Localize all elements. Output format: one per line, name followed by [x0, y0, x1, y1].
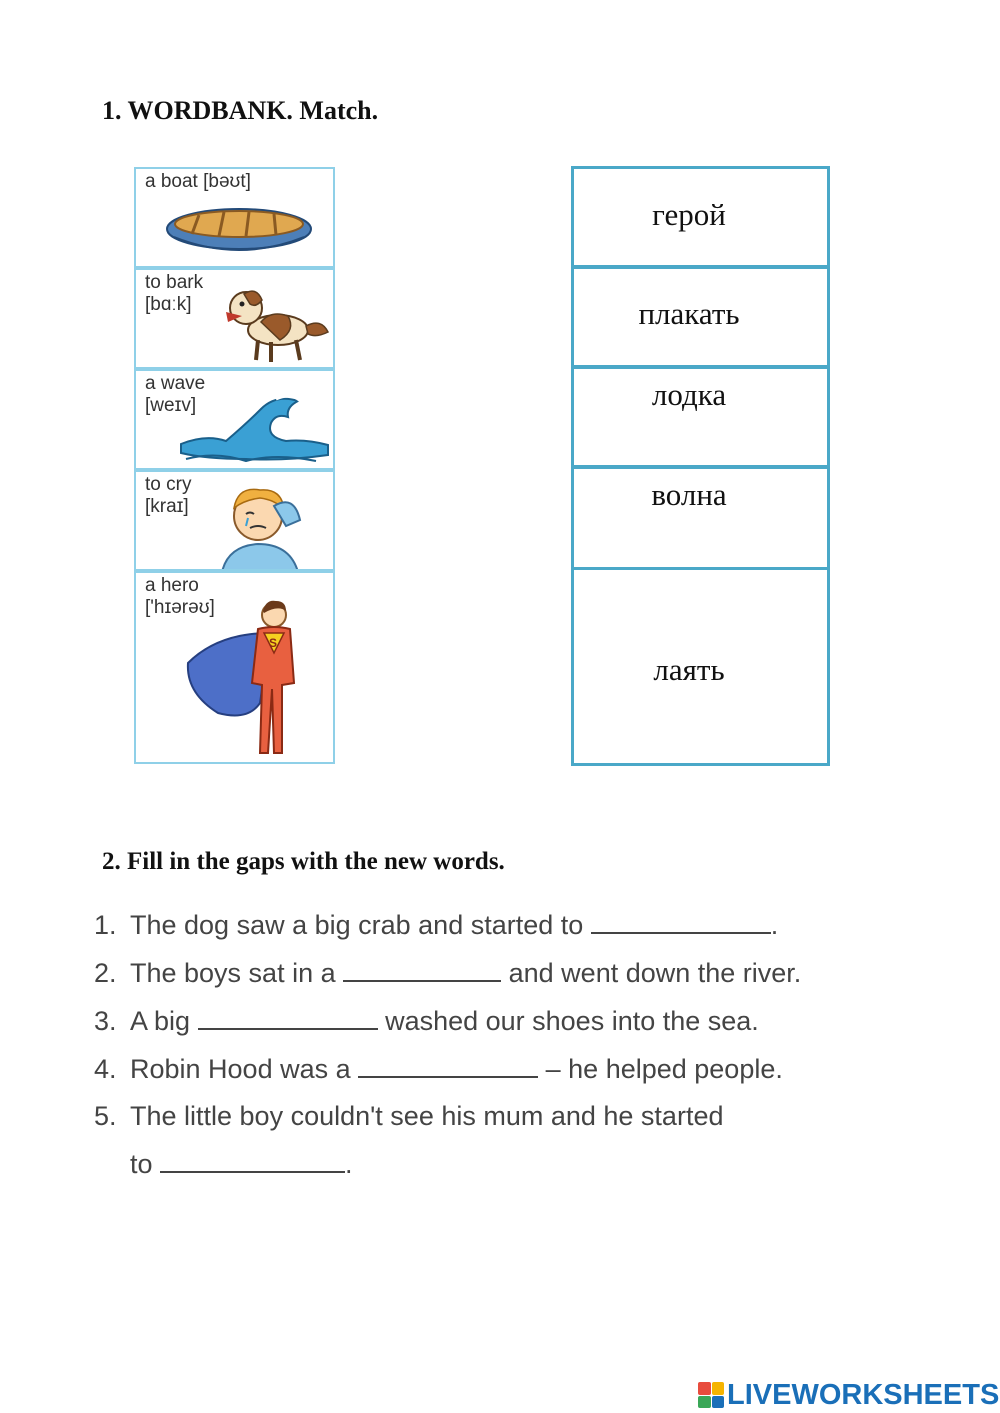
sentence-text: A big [130, 1006, 198, 1036]
logo-text: LIVEWORKSHEETS [727, 1378, 1000, 1411]
translation-word: лаять [653, 652, 725, 687]
translation-box-4[interactable] [571, 466, 830, 570]
translation-box-3[interactable] [571, 366, 830, 468]
sentence-number: 2. [94, 958, 117, 988]
sentence-number: 1. [94, 910, 117, 940]
translation-box-1[interactable] [571, 166, 830, 268]
boat-icon [164, 201, 314, 263]
sentence-3 [94, 1006, 759, 1037]
sentence-text: and went down the river. [501, 958, 802, 988]
card-wave [134, 369, 335, 470]
svg-text:S: S [269, 636, 278, 650]
translation-word: лодка [651, 377, 727, 412]
logo-mark-icon [698, 1382, 724, 1408]
liveworksheets-logo [698, 1378, 999, 1412]
card-word: to cry [kraɪ] [145, 474, 192, 517]
sentence-text: The boys sat in a [130, 958, 344, 988]
gap-input[interactable] [160, 1151, 345, 1173]
card-bark [134, 268, 335, 369]
card-word: a wave [weɪv] [145, 373, 206, 416]
sentence-text: The little boy couldn't see his mum and he started [130, 1101, 724, 1131]
translation-box-5[interactable] [571, 567, 830, 766]
card-word: to bark [bɑːk] [145, 272, 204, 315]
sentence-text: washed our shoes into the sea. [377, 1006, 759, 1036]
card-word: a boat [bəʊt] [145, 171, 251, 192]
sentence-4 [94, 1054, 783, 1085]
card-word: a hero ['hɪərəʊ] [145, 575, 215, 618]
sentence-text: The dog saw a big crab and started to [130, 910, 591, 940]
gap-input[interactable] [591, 912, 771, 934]
crying-boy-icon [208, 480, 318, 571]
section-2-title: 2. Fill in the gaps with the new words. [102, 848, 505, 875]
sentence-number: 5. [94, 1101, 117, 1131]
dog-icon [216, 282, 331, 366]
translation-box-2[interactable] [571, 266, 830, 368]
sentence-number: 4. [94, 1054, 117, 1084]
sentence-1 [94, 910, 778, 941]
translation-word: плакать [638, 296, 740, 331]
sentence-text: . [770, 910, 779, 940]
sentence-text: – he helped people. [538, 1054, 783, 1084]
sentence-text: . [345, 1149, 353, 1179]
sentence-5 [94, 1101, 723, 1132]
section-1-title: 1. WORDBANK. Match. [102, 96, 379, 125]
gap-input[interactable] [343, 960, 501, 982]
hero-icon [178, 593, 308, 763]
wave-icon [176, 389, 334, 467]
sentence-text: to [130, 1149, 161, 1179]
card-cry [134, 470, 335, 571]
sentence-2 [94, 958, 801, 989]
sentence-5-continued [130, 1149, 353, 1180]
gap-input[interactable] [198, 1008, 378, 1030]
gap-input[interactable] [358, 1056, 538, 1078]
sentence-text: Robin Hood was a [130, 1054, 359, 1084]
translation-word: герой [652, 197, 726, 232]
card-boat [134, 167, 335, 268]
sentence-number: 3. [94, 1006, 117, 1036]
translation-word: волна [651, 477, 727, 512]
card-hero [134, 571, 335, 764]
